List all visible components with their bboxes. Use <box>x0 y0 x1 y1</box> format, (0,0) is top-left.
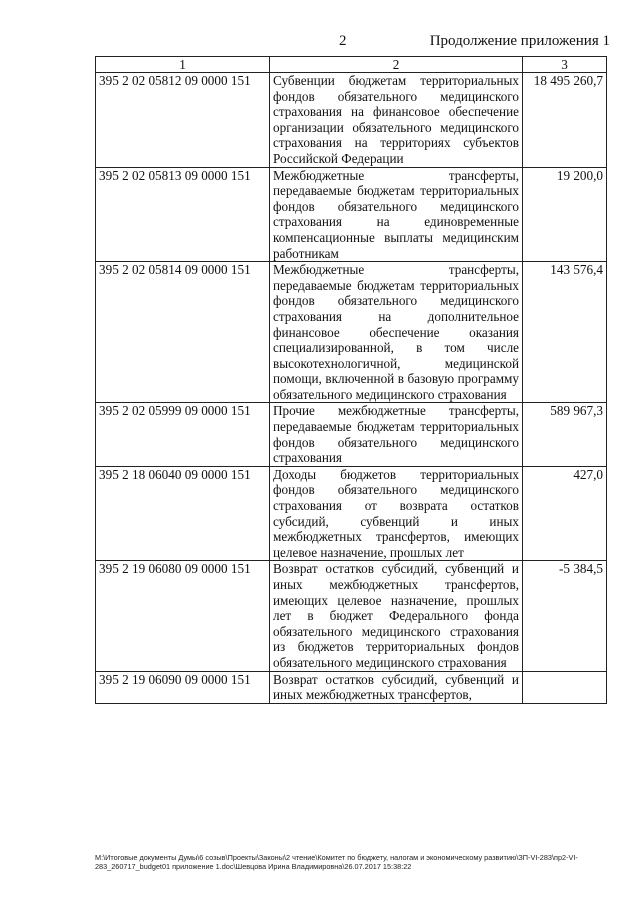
table-row <box>96 73 607 168</box>
budget-code: 395 2 02 05814 09 0000 151 <box>96 262 270 403</box>
table-row <box>96 466 607 561</box>
budget-description: Возврат остатков субсидий, субвенций и иных межбюджетных трансфертов, имеющих целевое назначение, прошлых лет в бюджет Федерального фонда обязательного медицинского страхования из бюджетов территориальных фондов обязательного медицинского страхования <box>270 561 523 671</box>
budget-amount: 19 200,0 <box>523 167 607 262</box>
table-row <box>96 262 607 403</box>
budget-amount: 18 495 260,7 <box>523 73 607 168</box>
budget-table <box>95 56 607 704</box>
budget-description: Межбюджетные трансферты, передаваемые бюджетам территориальных фондов обязательного медицинского страхования на единовременные компенсационные выплаты медицинским работникам <box>270 167 523 262</box>
budget-description: Доходы бюджетов территориальных фондов обязательного медицинского страхования от возврата остатков субсидий, субвенций и иных межбюджетных трансфертов, имеющих целевое назначение, прошлых лет <box>270 466 523 561</box>
table-row <box>96 167 607 262</box>
column-header-2: 2 <box>270 57 523 73</box>
budget-code: 395 2 02 05812 09 0000 151 <box>96 73 270 168</box>
budget-description: Прочие межбюджетные трансферты, передаваемые бюджетам территориальных фондов обязательного медицинского страхования <box>270 403 523 466</box>
budget-code: 395 2 18 06040 09 0000 151 <box>96 466 270 561</box>
budget-amount: 589 967,3 <box>523 403 607 466</box>
continuation-label: Продолжение приложения 1 <box>429 33 610 49</box>
document-path-footer: М:\Итоговые документы Думы\6 созыв\Проекты\Законы\2 чтение\Комитет по бюджету, налогам и экономическому развитию\ЗП-VI-283\пр2-VI-283_260717_budget01 приложение 1.doc\Шевцова Ирина Владимировна\26.07.2017 15:38:22 <box>95 853 578 871</box>
budget-amount <box>523 671 607 703</box>
column-header-3: 3 <box>523 57 607 73</box>
table-header-row <box>96 57 607 73</box>
page-number: 2 <box>339 33 347 49</box>
budget-description: Возврат остатков субсидий, субвенций и иных межбюджетных трансфертов, <box>270 671 523 703</box>
budget-description: Межбюджетные трансферты, передаваемые бюджетам территориальных фондов обязательного медицинского страхования на дополнительное финансовое обеспечение оказания специализированной, в том числе высокотехнологичной, медицинской помощи, включенной в базовую программу обязательного медицинского страхования <box>270 262 523 403</box>
budget-amount: 427,0 <box>523 466 607 561</box>
budget-code: 395 2 19 06090 09 0000 151 <box>96 671 270 703</box>
budget-amount: -5 384,5 <box>523 561 607 671</box>
table-row <box>96 671 607 703</box>
budget-code: 395 2 02 05813 09 0000 151 <box>96 167 270 262</box>
budget-description: Субвенции бюджетам территориальных фондов обязательного медицинского страхования на финансовое обеспечение организации обязательного медицинского страхования на территориях субъектов Российской Федерации <box>270 73 523 168</box>
budget-amount: 143 576,4 <box>523 262 607 403</box>
table-row <box>96 561 607 671</box>
budget-code: 395 2 02 05999 09 0000 151 <box>96 403 270 466</box>
column-header-1: 1 <box>96 57 270 73</box>
table-row <box>96 403 607 466</box>
budget-code: 395 2 19 06080 09 0000 151 <box>96 561 270 671</box>
